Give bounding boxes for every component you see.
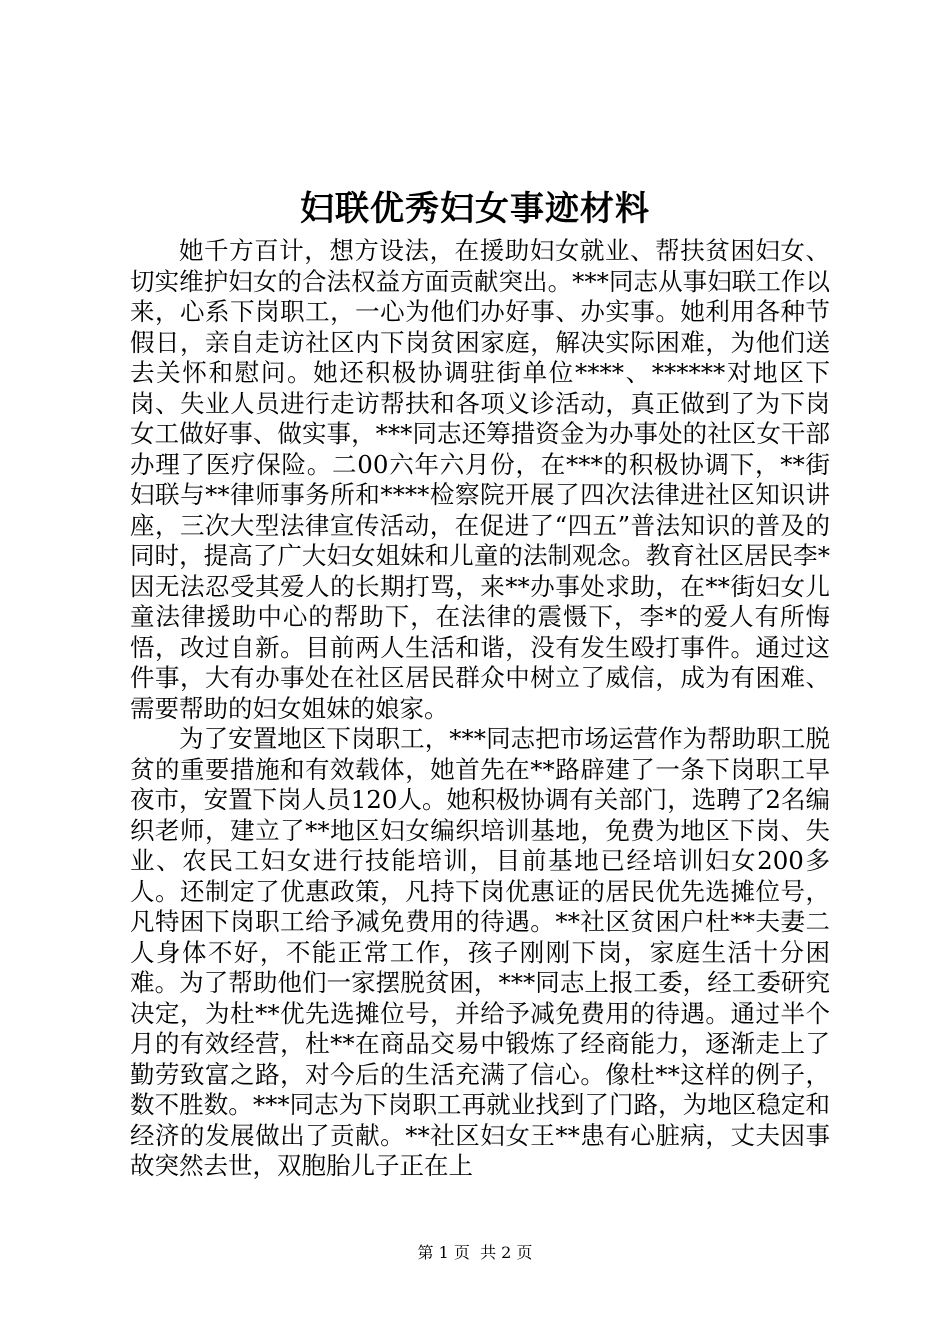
page-footer [0, 1242, 950, 1264]
paragraph-1: 她千方百计，想方设法，在援助妇女就业、帮扶贫困妇女、切实维护妇女的合法权益方面贡献突出。***同志从事妇联工作以来，心系下岗职工，一心为他们办好事、办实事。她利用各种节假日，亲自走访社区内下岗贫困家庭，解决实际困难，为他们送去关怀和慰问。她还积极协调驻街单位****、******对地区下岗、失业人员进行走访帮扶和各项义诊活动，真正做到了为下岗女工做好事、做实事，***同志还筹措资金为办事处的社区女干部办理了医疗保险。二00六年六月份，在***的积极协调下，**街妇联与**律师事务所和****检察院开展了四次法律进社区知识讲座，三次大型法律宣传活动，在促进了“四五”普法知识的普及的同时，提高了广大妇女姐妹和儿童的法制观念。教育社区居民李*因无法忍受其爱人的长期打骂，来**办事处求助，在**街妇女儿童法律援助中心的帮助下，在法律的震慑下，李*的爱人有所悔悟，改过自新。目前两人生活和谐，没有发生殴打事件。通过这件事，大有办事处在社区居民群众中树立了威信，成为有困难、需要帮助的妇女姐妹的娘家。 [130, 236, 830, 723]
page-number-label: 第 1 页 共 2 页 [417, 1243, 533, 1262]
document-body [130, 236, 830, 1182]
paragraph-2: 为了安置地区下岗职工，***同志把市场运营作为帮助职工脱贫的重要措施和有效载体，她首先在**路辟建了一条下岗职工早夜市，安置下岗人员120人。她积极协调有关部门，选聘了2名编织老师，建立了**地区妇女编织培训基地，免费为地区下岗、失业、农民工妇女进行技能培训，目前基地已经培训妇女200多人。还制定了优惠政策，凡持下岗优惠证的居民优先选摊位号，凡特困下岗职工给予减免费用的待遇。**社区贫困户杜**夫妻二人身体不好，不能正常工作，孩子刚刚下岗，家庭生活十分困难。为了帮助他们一家摆脱贫困，***同志上报工委，经工委研究决定，为杜**优先选摊位号，并给予减免费用的待遇。通过半个月的有效经营，杜**在商品交易中锻炼了经商能力，逐渐走上了勤劳致富之路，对今后的生活充满了信心。像杜**这样的例子，数不胜数。***同志为下岗职工再就业找到了门路，为地区稳定和经济的发展做出了贡献。**社区妇女王**患有心脏病，丈夫因事故突然去世，双胞胎儿子正在上 [130, 724, 830, 1180]
document-title: 妇联优秀妇女事迹材料 [300, 189, 650, 229]
